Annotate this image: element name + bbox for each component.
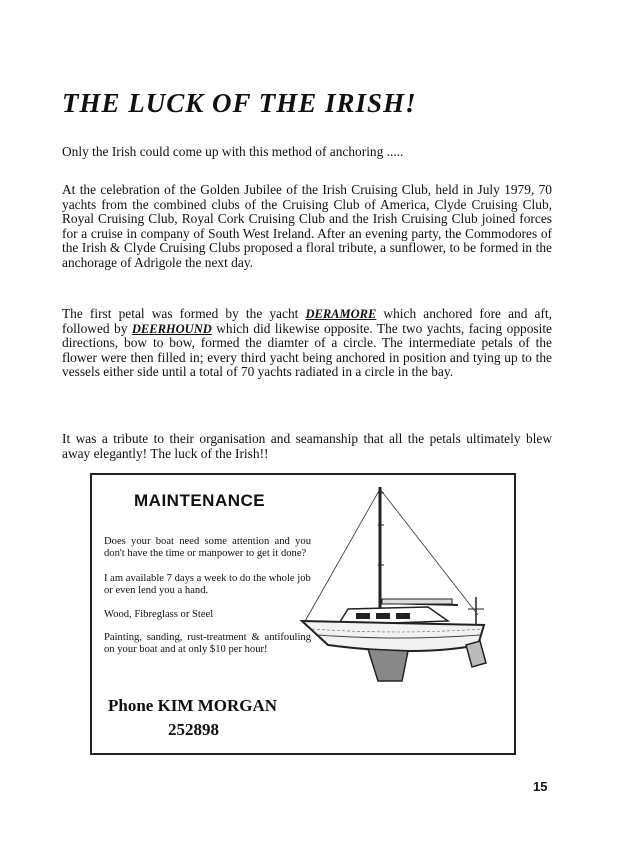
sailboat-illustration	[298, 485, 498, 685]
advert-phone-label: Phone KIM MORGAN	[108, 696, 278, 715]
advert-question: Does your boat need some attention and you don't have the time or manpower to get it done?	[104, 536, 311, 559]
article-title: THE LUCK OF THE IRISH!	[62, 88, 417, 118]
article-intro: Only the Irish could come up with this method of anchoring .....	[62, 144, 404, 159]
paragraph-2-part-1: The first petal was formed by the yacht	[62, 306, 306, 321]
yacht-name-deerhound: DEERHOUND	[131, 321, 212, 336]
yacht-name-deramore: DERAMORE	[305, 307, 377, 321]
advert-services: Painting, sanding, rust-treatment & antifouling on your boat and at only $10 per hour!	[104, 632, 311, 655]
maintenance-advert	[90, 473, 516, 755]
page-number: 15	[533, 779, 548, 794]
paragraph-2-part-2: which anchored fore and aft, followed by	[62, 306, 552, 336]
advert-materials: Wood, Fibreglass or Steel	[104, 609, 214, 620]
article-paragraph-3: It was a tribute to their organisation and seamanship that all the petals ultimately blew away elegantly! The luck of the Irish!!	[62, 431, 552, 461]
advert-availability: I am available 7 days a week to do the whole job or even lend you a hand.	[104, 573, 311, 596]
advert-phone-number: 252898	[168, 720, 219, 739]
advert-heading: MAINTENANCE	[134, 491, 266, 510]
article-paragraph-1: At the celebration of the Golden Jubilee of the Irish Cruising Club, held in July 1979, 70 yachts from the combined clubs of the Cruising Club of America, Clyde Cruising Club, Royal Cruising Club, Royal Cork Cruising Club and the Irish Cruising Club joined forces for a cruise in company of South West Ireland. After an evening party, the Commodores of the Irish & Clyde Cruising Clubs proposed a floral tribute, a sunflower, to be formed in the anchorage of Adrigole the next day.	[62, 182, 552, 270]
paragraph-2-part-3: which did likewise opposite. The two yachts, facing opposite directions, bow to bow, formed the diamter of a circle. The intermediate petals of the flower were then filled in; every third yacht being anchored in position and tying up to the vessels either side until a total of 70 yachts radiated in a circle in the bay.	[62, 320, 553, 380]
article-paragraph-2	[62, 307, 552, 380]
